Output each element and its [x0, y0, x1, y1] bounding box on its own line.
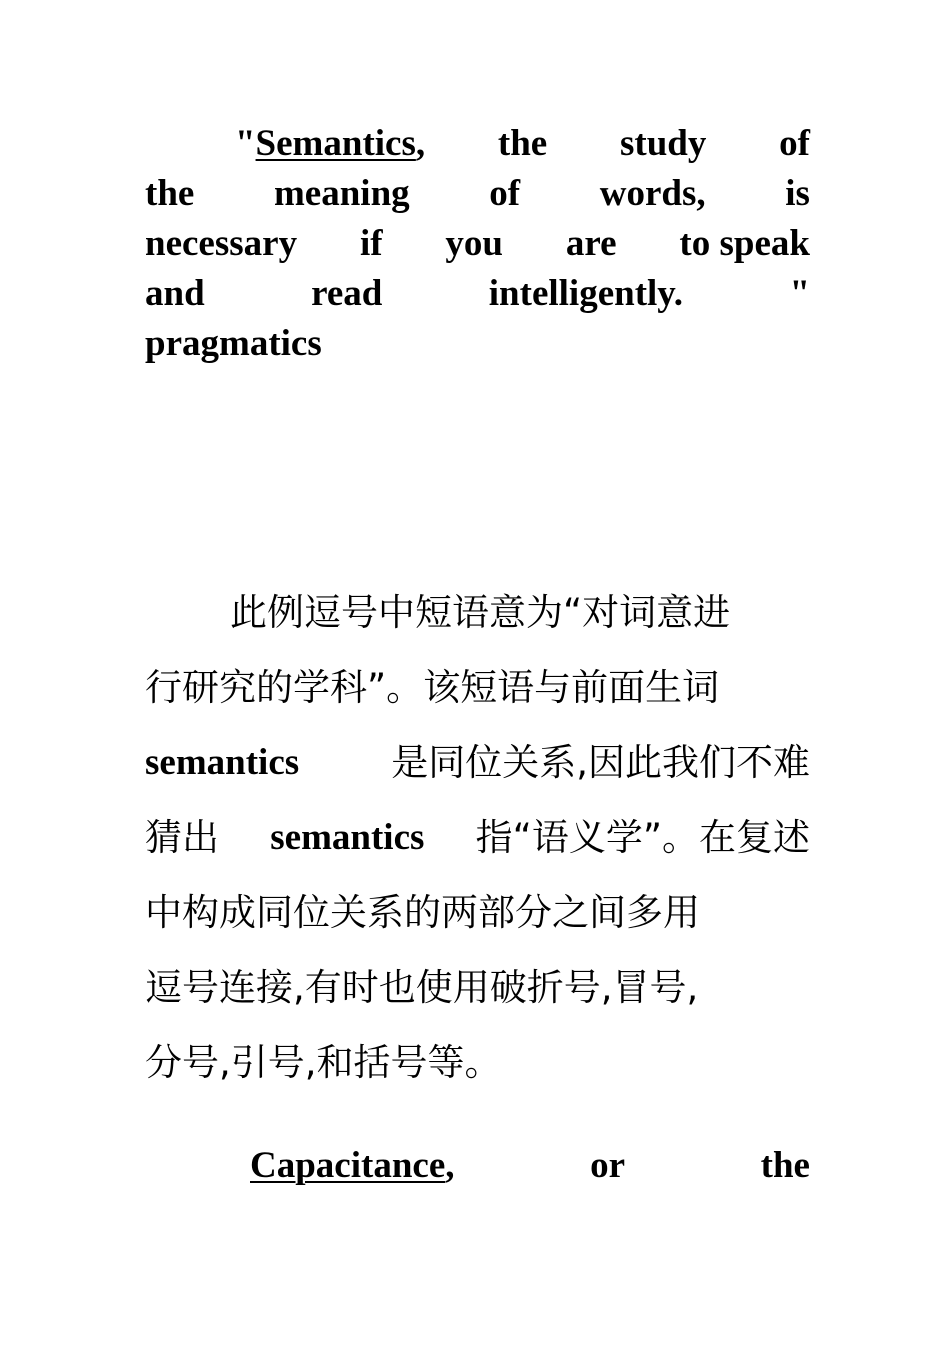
- word-pragmatics: pragmatics: [145, 323, 322, 364]
- term-comma: ,: [445, 1145, 455, 1186]
- open-quote: ": [235, 123, 256, 164]
- cn-line-3: [145, 725, 810, 800]
- word: words,: [599, 173, 706, 214]
- cn-text: 中构成同位关系的两部分之间多用: [145, 891, 700, 934]
- quote-term-wrap: [235, 119, 425, 169]
- term-semantics: Semantics: [255, 123, 416, 164]
- word: of: [779, 123, 810, 164]
- word: are: [565, 223, 617, 264]
- cn-line-5: [145, 875, 810, 950]
- word: the: [145, 173, 195, 214]
- word: if: [359, 223, 383, 264]
- word: to speak: [679, 223, 810, 264]
- close-quote: ": [789, 273, 810, 314]
- quote-line-5: [145, 319, 810, 369]
- cn-text: 此例逗号中短语意为“对词意进: [230, 591, 731, 634]
- quote-line-4: [145, 269, 810, 319]
- cn-text: 是同位关系,因此我们不难: [391, 741, 810, 784]
- word: read: [311, 273, 383, 314]
- cn-line-6: [145, 950, 810, 1025]
- quote-line-1: [145, 119, 810, 169]
- word: study: [619, 123, 707, 164]
- word: necessary: [145, 223, 298, 264]
- word: or: [590, 1145, 626, 1186]
- cap-line-1: [145, 1141, 810, 1191]
- capacitance-paragraph: [145, 1141, 810, 1191]
- cn-text: 逗号连接,有时也使用破折号,冒号,: [145, 966, 699, 1009]
- word: is: [785, 173, 810, 214]
- word: the: [497, 123, 548, 164]
- quote-line-3: [145, 219, 810, 269]
- en-term: semantics: [145, 742, 300, 783]
- cn-line-4: [145, 800, 810, 875]
- cn-text: 分号,引号,和括号等。: [145, 1041, 502, 1084]
- cap-term-wrap: [250, 1141, 455, 1191]
- term-comma: ,: [415, 123, 426, 164]
- word: intelligently.: [488, 273, 684, 314]
- cn-text: 行研究的学科”。该短语与前面生词: [145, 666, 720, 709]
- quote-paragraph: [145, 119, 810, 369]
- cn-text: 指“语义学”。在复述: [475, 816, 810, 859]
- cn-line-1: [145, 575, 810, 650]
- word: the: [760, 1145, 810, 1186]
- term-capacitance: Capacitance: [250, 1145, 446, 1186]
- cn-text: 猜出: [145, 816, 219, 859]
- chinese-paragraph: [145, 575, 810, 1100]
- cn-line-2: [145, 650, 810, 725]
- quote-line-2: [145, 169, 810, 219]
- en-term: semantics: [270, 817, 425, 858]
- cn-line-7: [145, 1025, 810, 1100]
- word: of: [489, 173, 521, 214]
- word: meaning: [273, 173, 410, 214]
- word: you: [445, 223, 503, 264]
- word: and: [145, 273, 205, 314]
